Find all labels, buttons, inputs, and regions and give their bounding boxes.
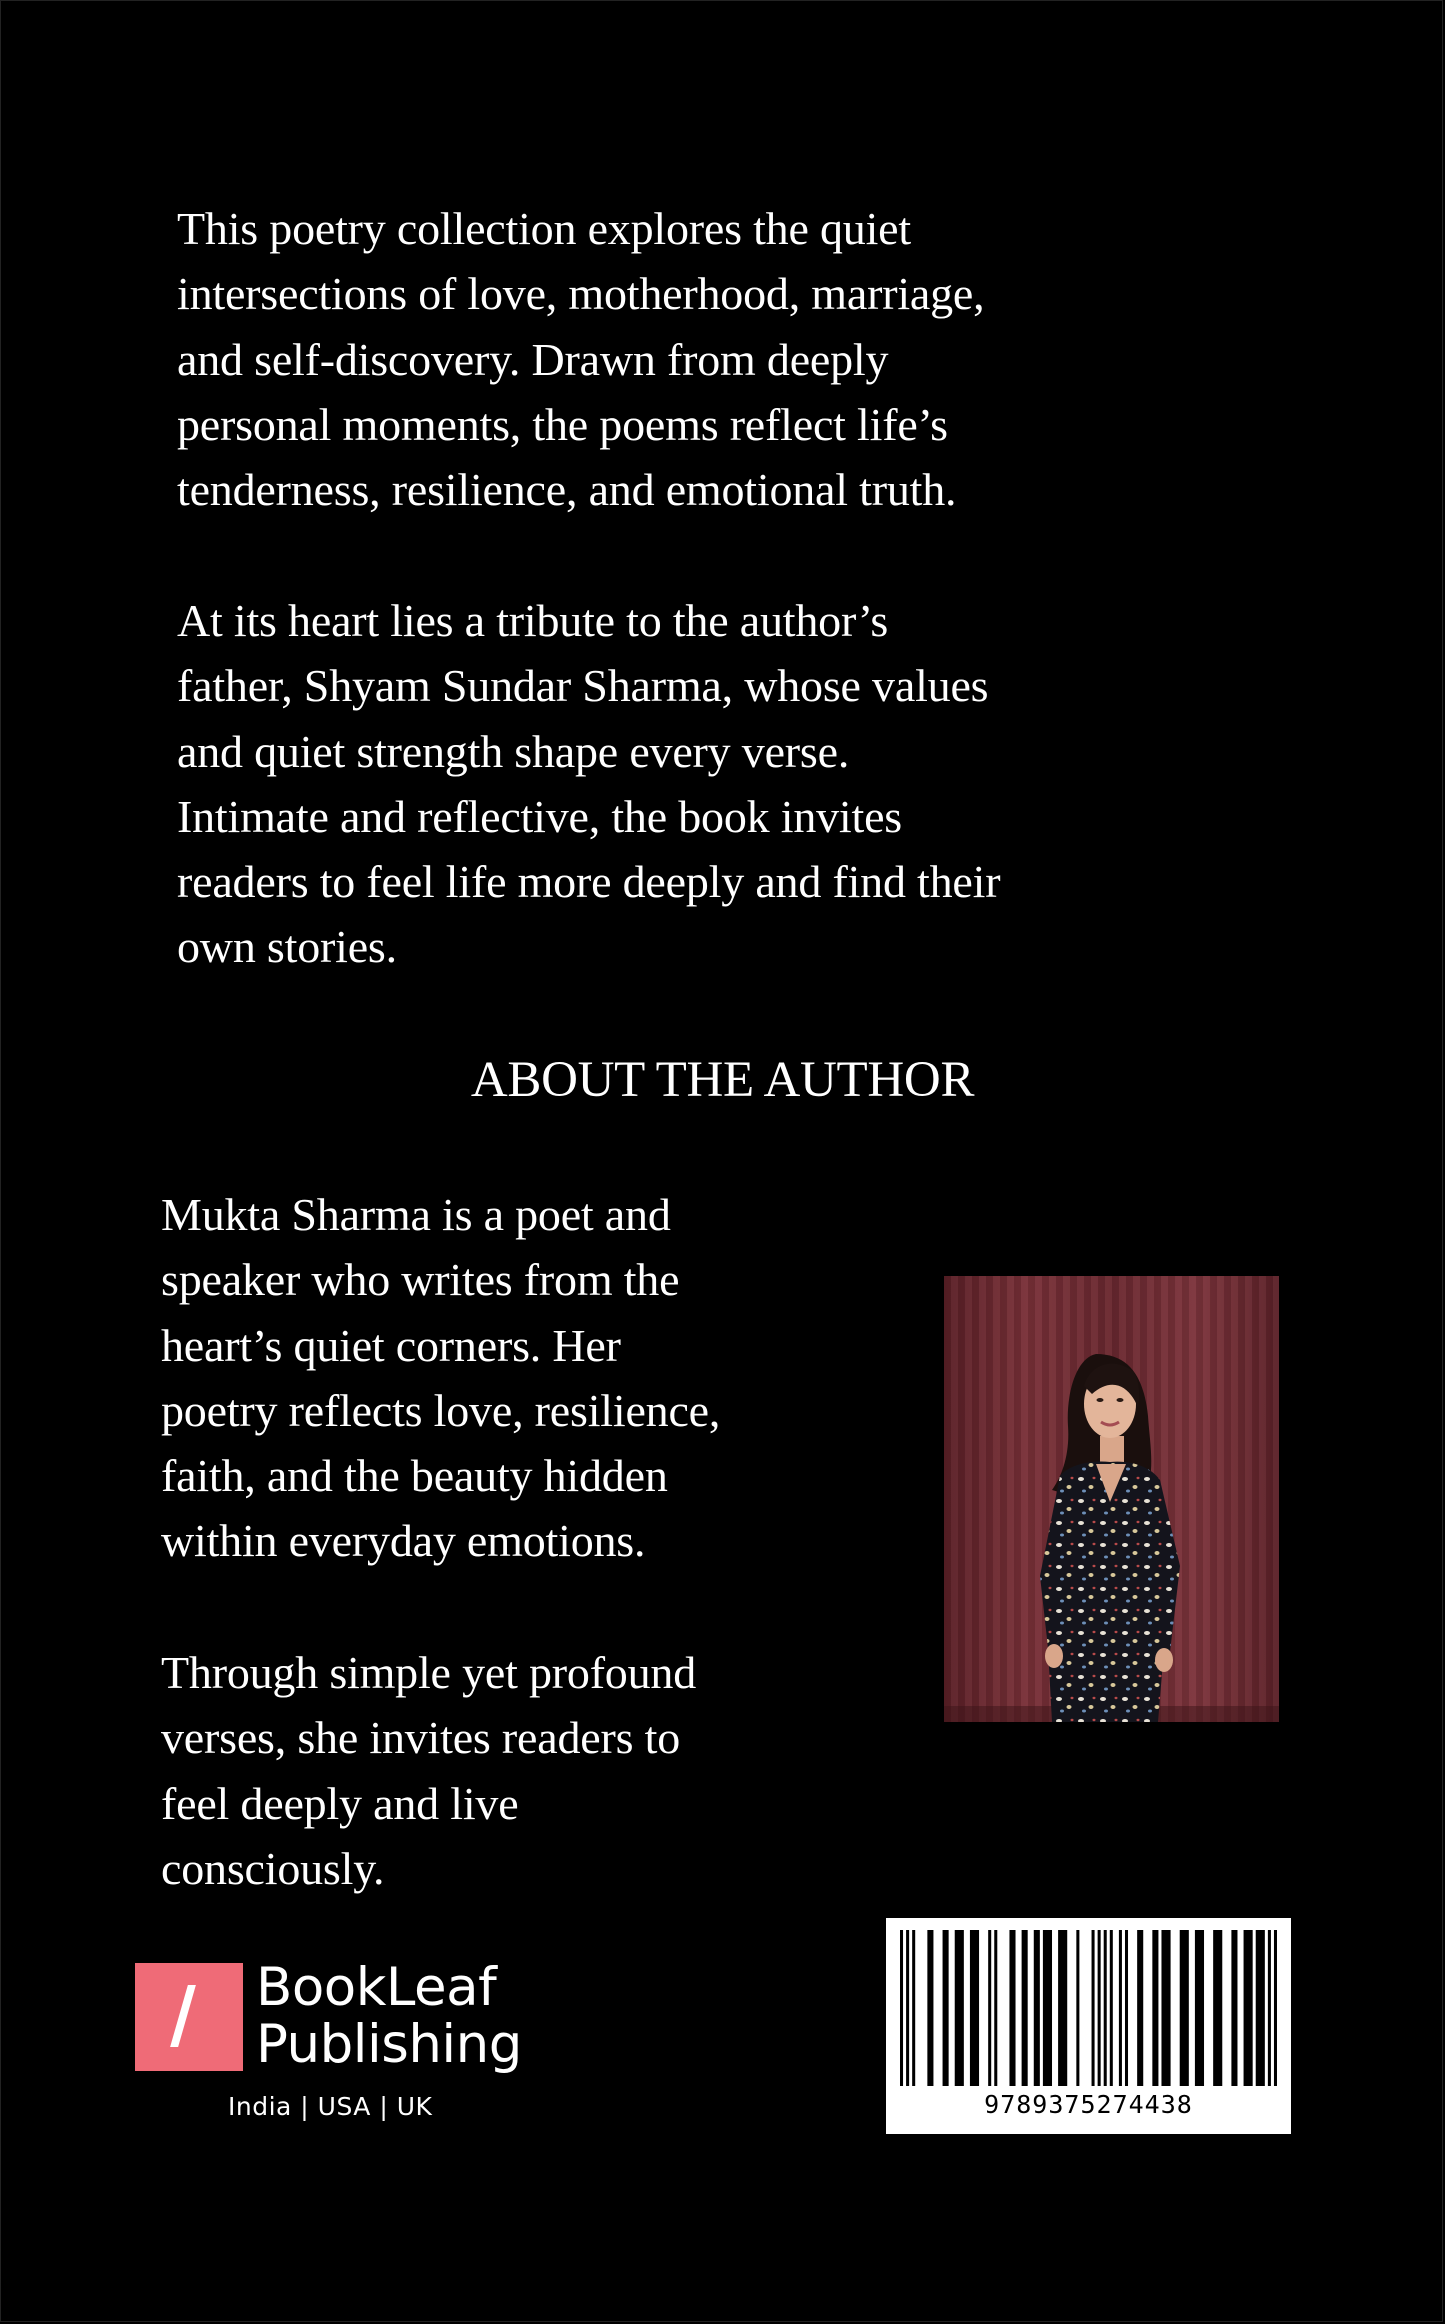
barcode-bar <box>970 1930 979 2086</box>
barcode-bar <box>912 1930 915 2086</box>
blurb-line: tenderness, resilience, and emotional truth. <box>177 464 957 516</box>
slash-icon <box>170 1985 196 2047</box>
blurb-paragraph-2 <box>177 588 1117 980</box>
about-paragraph-2 <box>161 1640 811 1901</box>
author-photo <box>944 1276 1279 1722</box>
barcode-bar <box>1098 1930 1101 2086</box>
blurb-line: intersections of love, motherhood, marriage, <box>177 268 985 320</box>
about-line: consciously. <box>161 1842 385 1894</box>
publisher-name-line-2: Publishing <box>256 2014 522 2075</box>
barcode-bar <box>1119 1930 1122 2086</box>
blurb-line: At its heart lies a tribute to the author’s <box>177 595 889 646</box>
barcode-bar <box>1058 1930 1067 2086</box>
blurb-line: personal moments, the poems reflect life’s <box>177 398 948 450</box>
about-line: within everyday emotions. <box>161 1515 646 1567</box>
barcode-bar <box>1125 1930 1128 2086</box>
barcode-bar <box>1076 1930 1079 2086</box>
barcode-bar <box>1022 1930 1028 2086</box>
blurb-line: own stories. <box>177 921 397 973</box>
barcode-bar <box>1104 1930 1107 2086</box>
barcode-bar <box>1137 1930 1143 2086</box>
barcode-bar <box>988 1930 991 2086</box>
about-paragraph-1 <box>161 1182 811 1574</box>
about-line: heart’s quiet corners. Her <box>161 1319 621 1371</box>
barcode-bar <box>1009 1930 1015 2086</box>
blurb-line: This poetry collection explores the quiet <box>177 203 911 254</box>
about-line: verses, she invites readers to <box>161 1712 681 1764</box>
barcode-bar <box>1110 1930 1113 2086</box>
about-author-heading: ABOUT THE AUTHOR <box>470 1052 975 1108</box>
isbn-number: 9789375274438 <box>984 2090 1193 2119</box>
about-line: faith, and the beauty hidden <box>161 1450 668 1502</box>
publisher-logo <box>135 1957 535 2123</box>
barcode-bar <box>906 1930 909 2086</box>
publisher-name-line-1: BookLeaf <box>256 1957 497 2018</box>
barcode-bar <box>927 1930 933 2086</box>
barcode-bar <box>1092 1930 1095 2086</box>
barcode-bar <box>1034 1930 1040 2086</box>
blurb-line: Intimate and reflective, the book invites <box>177 790 902 842</box>
blurb-line: readers to feel life more deeply and find their <box>177 856 1001 908</box>
barcode-bar <box>1195 1930 1204 2086</box>
barcode-bar <box>900 1930 903 2086</box>
about-line: Through simple yet profound <box>161 1647 697 1698</box>
barcode-bar <box>955 1930 964 2086</box>
author-portrait-illustration <box>944 1276 1279 1722</box>
blurb-line: father, Shyam Sundar Sharma, whose values <box>177 660 989 712</box>
barcode-bar <box>1152 1930 1158 2086</box>
barcode-bar <box>1180 1930 1189 2086</box>
barcode-bar <box>1268 1930 1271 2086</box>
barcode-bar <box>1231 1930 1237 2086</box>
blurb-paragraph-1 <box>177 196 1117 522</box>
isbn-barcode <box>886 1918 1291 2134</box>
blurb-line: and self-discovery. Drawn from deeply <box>177 333 889 385</box>
about-line: feel deeply and live <box>161 1777 519 1829</box>
barcode-bar <box>1213 1930 1222 2086</box>
barcode-bar <box>994 1930 997 2086</box>
barcode-bar <box>1274 1930 1277 2086</box>
about-line: Mukta Sharma is a poet and <box>161 1189 671 1240</box>
about-line: poetry reflects love, resilience, <box>161 1384 721 1436</box>
blurb-line: and quiet strength shape every verse. <box>177 725 850 777</box>
barcode-bar <box>1043 1930 1052 2086</box>
barcode-bar <box>1256 1930 1265 2086</box>
about-line: speaker who writes from the <box>161 1254 680 1306</box>
publisher-regions: India | USA | UK <box>228 2092 433 2121</box>
barcode-bar <box>1161 1930 1170 2086</box>
publisher-name <box>256 1959 522 2073</box>
barcode-bar <box>1244 1930 1253 2086</box>
publisher-logo-mark <box>135 1963 243 2071</box>
barcode-bar <box>943 1930 949 2086</box>
